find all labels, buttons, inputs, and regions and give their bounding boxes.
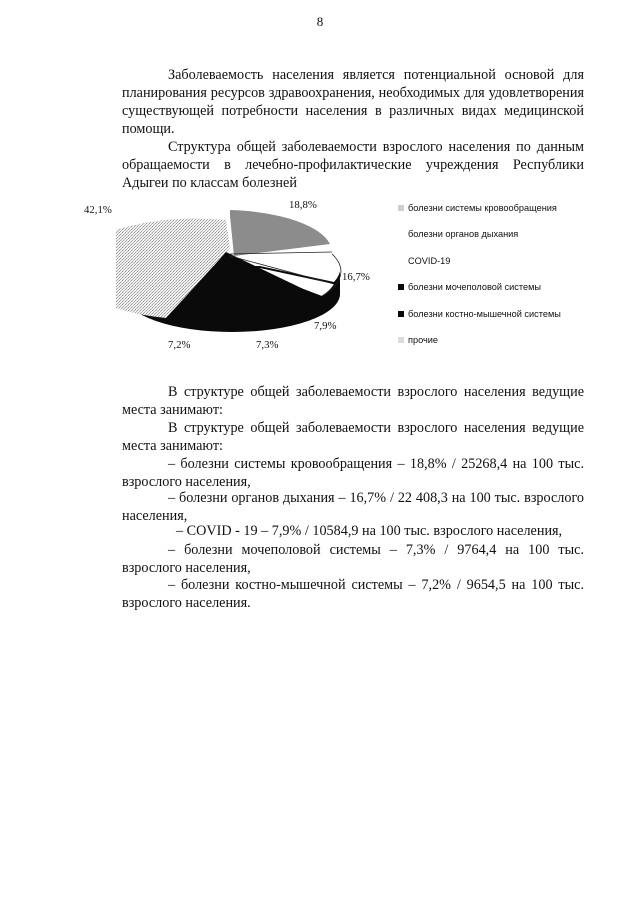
page-number: 8 [316, 14, 324, 29]
body-paragraph-1: В структуре общей заболеваемости взрослого населения ведущие места занимают: [122, 384, 584, 418]
legend-swatch [398, 337, 404, 343]
legend-item-covid [398, 256, 598, 282]
legend-swatch [398, 258, 404, 264]
intro-paragraph: Заболеваемость населения является потенциальной основой для планирования ресурсов здравоохранения, необходимых для удовлетворения существующей потребности населения в различных видах медицинской помощи. [122, 67, 584, 137]
body-paragraph-2: В структуре общей заболеваемости взрослого населения ведущие места занимают: [122, 420, 584, 454]
legend-label: болезни костно-мышечной системы [408, 308, 561, 319]
legend-item-musculoskeletal [398, 309, 598, 335]
legend-swatch [398, 231, 404, 237]
list-item-covid: – COVID - 19 – 7,9% / 10584,9 на 100 тыс. взрослого населения, [176, 523, 563, 539]
chart-caption-paragraph: Структура общей заболеваемости взрослого населения по данным обращаемости в лечебно-профилактические учреждения Республики Адыгеи по классам болезней [122, 139, 584, 191]
legend-swatch [398, 311, 404, 317]
legend-label: болезни органов дыхания [408, 229, 519, 240]
chart-legend [398, 203, 598, 361]
legend-item-urogenital [398, 282, 598, 308]
legend-item-other [398, 335, 598, 361]
legend-swatch [398, 284, 404, 290]
legend-item-respiratory [398, 229, 598, 255]
label-respiratory: 16,7% [342, 271, 370, 283]
list-item-urogenital: – болезни мочеполовой системы – 7,3% / 9764,4 на 100 тыс. взрослого населения, [122, 542, 584, 576]
legend-item-circulatory [398, 203, 598, 229]
list-item-musculoskeletal: – болезни костно-мышечной системы – 7,2% / 9654,5 на 100 тыс. взрослого населения. [122, 577, 584, 611]
list-item-circulatory: – болезни системы кровообращения – 18,8% / 25268,4 на 100 тыс. взрослого населения, [122, 456, 584, 490]
label-other: 42,1% [84, 204, 112, 216]
label-circulatory: 18,8% [289, 199, 317, 211]
label-covid: 7,9% [314, 320, 337, 332]
legend-label: болезни мочеполовой системы [408, 282, 542, 293]
legend-swatch [398, 205, 404, 211]
pie-chart [116, 196, 356, 356]
legend-label: болезни системы кровообращения [408, 203, 557, 213]
pie-slice-circulatory [230, 210, 330, 256]
label-musculoskeletal: 7,2% [168, 339, 191, 351]
legend-label: прочие [408, 334, 439, 345]
legend-label: COVID-19 [408, 255, 451, 266]
label-urogenital: 7,3% [256, 339, 279, 351]
list-item-respiratory: – болезни органов дыхания – 16,7% / 22 408,3 на 100 тыс. взрослого населения, [122, 490, 584, 524]
